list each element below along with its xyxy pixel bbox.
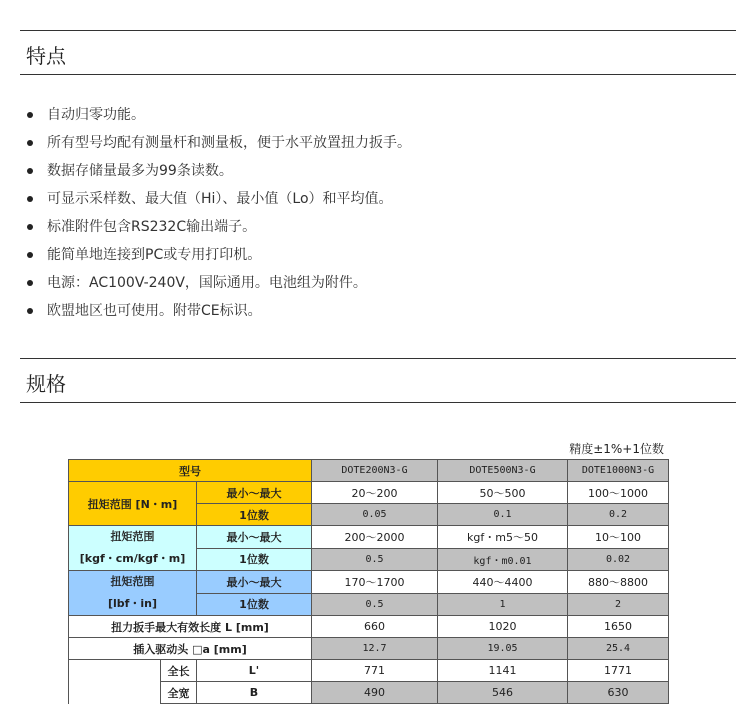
precision-note: 精度±1%+1位数 — [569, 442, 664, 456]
range-label: 最小～最大 — [197, 526, 312, 549]
table-row — [69, 482, 669, 504]
table-cell: 0.5 — [312, 548, 438, 571]
table-cell: 1650 — [568, 616, 669, 638]
table-cell: 20～200 — [312, 482, 438, 504]
list-item: 自动归零功能。 — [27, 101, 411, 129]
spec-title: 规格 — [26, 372, 66, 396]
table-cell: 2 — [568, 593, 669, 616]
total-width-label: 全宽 — [161, 682, 197, 704]
torque-kgf-label: 扭矩范围 [kgf・cm/kgf・m] — [69, 526, 197, 571]
table-cell: 100～1000 — [568, 482, 669, 504]
features-section-header — [20, 30, 736, 75]
table-cell: 0.1 — [438, 504, 568, 526]
model-name: DOTE500N3-G — [438, 460, 568, 482]
list-item: 电源：AC100V-240V，国际通用。电池组为附件。 — [27, 269, 411, 297]
table-cell: 1771 — [568, 660, 669, 682]
table-cell: 0.5 — [312, 593, 438, 616]
table-cell: 10～100 — [568, 526, 669, 549]
model-name: DOTE1000N3-G — [568, 460, 669, 482]
blank-cell — [69, 660, 161, 704]
list-item: 可显示采样数、最大值（Hi）、最小值（Lo）和平均值。 — [27, 185, 411, 213]
features-title: 特点 — [26, 44, 66, 68]
digit-label: 1位数 — [197, 593, 312, 616]
table-cell: 12.7 — [312, 638, 438, 660]
features-list — [27, 101, 411, 325]
bullet-icon — [27, 252, 33, 258]
list-item: 所有型号均配有测量杆和测量板，便于水平放置扭力扳手。 — [27, 129, 411, 157]
list-item: 数据存储量最多为99条读数。 — [27, 157, 411, 185]
table-cell: 170～1700 — [312, 571, 438, 594]
range-label: 最小～最大 — [197, 482, 312, 504]
table-row — [69, 460, 669, 482]
list-item: 欧盟地区也可使用。附带CE标识。 — [27, 297, 411, 325]
spec-section-header — [20, 358, 736, 403]
list-item: 能简单地连接到PC或专用打印机。 — [27, 241, 411, 269]
table-row — [69, 571, 669, 594]
table-cell: 771 — [312, 660, 438, 682]
table-cell: 0.2 — [568, 504, 669, 526]
range-label: 最小～最大 — [197, 571, 312, 594]
table-cell: 630 — [568, 682, 669, 704]
table-cell: 0.02 — [568, 548, 669, 571]
table-row — [69, 660, 669, 682]
table-cell: 0.05 — [312, 504, 438, 526]
bullet-icon — [27, 224, 33, 230]
spec-table — [68, 459, 669, 704]
total-length-symbol: L' — [197, 660, 312, 682]
torque-nm-label: 扭矩范围 [N・m] — [69, 482, 197, 526]
table-cell: 200～2000 — [312, 526, 438, 549]
torque-lbf-label: 扭矩范围 [lbf・in] — [69, 571, 197, 616]
model-header-label: 型号 — [69, 460, 312, 482]
table-cell: 25.4 — [568, 638, 669, 660]
digit-label: 1位数 — [197, 504, 312, 526]
bullet-icon — [27, 308, 33, 314]
table-cell: 19.05 — [438, 638, 568, 660]
table-cell: 660 — [312, 616, 438, 638]
table-row — [69, 616, 669, 638]
bullet-icon — [27, 168, 33, 174]
table-cell: 1020 — [438, 616, 568, 638]
table-row — [69, 526, 669, 549]
table-cell: 490 — [312, 682, 438, 704]
digit-label: 1位数 — [197, 548, 312, 571]
bullet-icon — [27, 140, 33, 146]
bullet-icon — [27, 196, 33, 202]
max-length-label: 扭力扳手最大有效长度 L [mm] — [69, 616, 312, 638]
table-cell: kgf・m0.01 — [438, 548, 568, 571]
table-cell: 440～4400 — [438, 571, 568, 594]
table-cell: 880～8800 — [568, 571, 669, 594]
bullet-icon — [27, 280, 33, 286]
model-name: DOTE200N3-G — [312, 460, 438, 482]
table-row — [69, 638, 669, 660]
total-length-label: 全长 — [161, 660, 197, 682]
table-cell: kgf・m5～50 — [438, 526, 568, 549]
drive-label: 插入驱动头 □a [mm] — [69, 638, 312, 660]
table-cell: 50～500 — [438, 482, 568, 504]
list-item: 标准附件包含RS232C输出端子。 — [27, 213, 411, 241]
bullet-icon — [27, 112, 33, 118]
table-cell: 1 — [438, 593, 568, 616]
total-width-symbol: B — [197, 682, 312, 704]
table-cell: 546 — [438, 682, 568, 704]
table-cell: 1141 — [438, 660, 568, 682]
